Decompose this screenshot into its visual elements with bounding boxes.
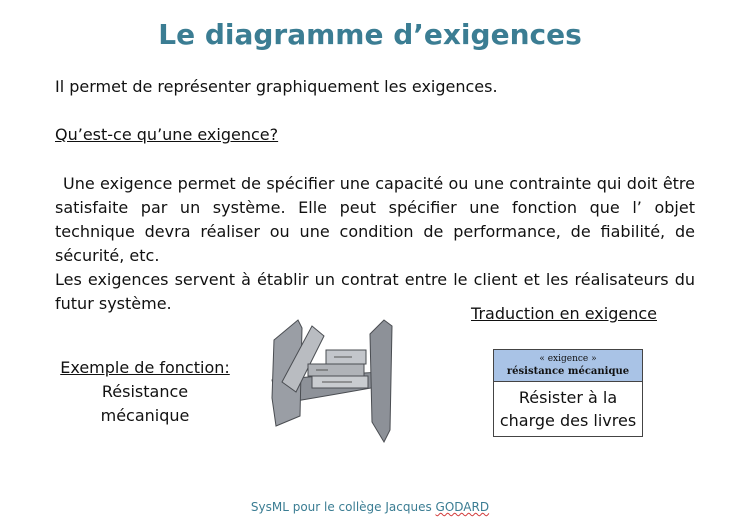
right-panel bbox=[370, 320, 392, 442]
footer bbox=[0, 500, 740, 514]
definition-text: Une exigence permet de spécifier une capacité ou une contrainte qui doit être satisfaite par un système. Elle peut spécifier une fonction que l’ objet technique devra réaliser ou une condition de performance, de fiabilité, de sécurité, etc. bbox=[55, 174, 695, 265]
page-title: Le diagramme d’exigences bbox=[158, 18, 582, 51]
translation-heading: Traduction en exigence bbox=[471, 304, 657, 323]
bookshelf-illustration bbox=[268, 318, 418, 444]
example-heading: Exemple de fonction: bbox=[60, 358, 230, 377]
footer-text: SysML pour le collège Jacques bbox=[250, 500, 436, 514]
requirement-text-line-1: Résister à la bbox=[518, 388, 618, 407]
question-heading: Qu’est-ce qu’une exigence? bbox=[55, 125, 279, 144]
requirement-stereotype: « exigence » bbox=[539, 354, 597, 364]
example-line-1: Résistance bbox=[101, 382, 189, 401]
intro-text: Il permet de représenter graphiquement les exigences. bbox=[55, 77, 498, 96]
definition-paragraph bbox=[55, 172, 695, 316]
requirement-header bbox=[494, 350, 642, 382]
requirement-text bbox=[494, 382, 642, 432]
contract-text: Les exigences servent à établir un contrat entre le client et les réalisateurs du futur système. bbox=[55, 270, 695, 313]
footer-name: GODARD bbox=[435, 500, 490, 514]
requirement-name: résistance mécanique bbox=[506, 366, 630, 377]
requirement-block bbox=[493, 349, 643, 437]
example-line-2: mécanique bbox=[100, 406, 190, 425]
function-example bbox=[50, 356, 240, 428]
requirement-text-line-2: charge des livres bbox=[499, 411, 637, 430]
